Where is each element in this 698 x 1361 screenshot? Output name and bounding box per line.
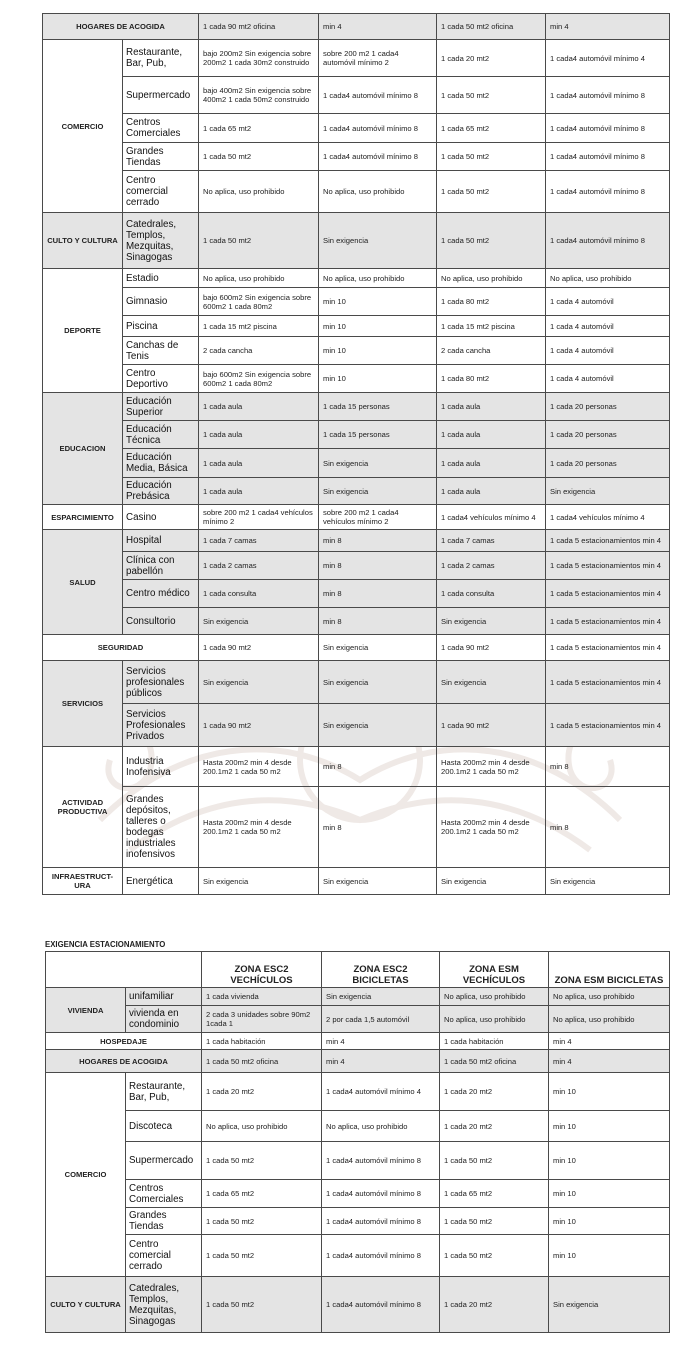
cell: min 10 (549, 1208, 670, 1235)
cell: 1 cada 50 mt2 (202, 1208, 322, 1235)
table-row (46, 1050, 670, 1073)
cell: 1 cada 20 mt2 (440, 1277, 549, 1333)
cell: min 10 (549, 1111, 670, 1142)
table-row (43, 316, 670, 337)
cell: Sin exigencia (546, 868, 670, 895)
category-label: EDUCACION (43, 393, 123, 505)
cell: No aplica, uso prohibido (546, 269, 670, 288)
cell: 1 cada 5 estacionamientos min 4 (546, 552, 670, 580)
cell: 1 cada 50 mt2 oficina (202, 1050, 322, 1073)
cell: min 10 (549, 1180, 670, 1208)
subcategory-label: unifamiliar (126, 988, 202, 1006)
cell: 1 cada aula (437, 478, 546, 505)
subcategory-label: Consultorio (123, 608, 199, 635)
subcategory-label: Grandes depósitos, talleres o bodegas industriales inofensivos (123, 787, 199, 868)
cell: 1 cada 50 mt2 (199, 143, 319, 171)
table-row (46, 1033, 670, 1050)
cell: 1 cada4 automóvil mínimo 8 (319, 143, 437, 171)
subcategory-label: Centro comercial cerrado (126, 1235, 202, 1277)
cell: 1 cada 80 mt2 (437, 365, 546, 393)
cell: min 8 (319, 580, 437, 608)
subcategory-label: Centro médico (123, 580, 199, 608)
cell: min 8 (546, 747, 670, 787)
cell: 1 cada 65 mt2 (202, 1180, 322, 1208)
subcategory-label: Discoteca (126, 1111, 202, 1142)
category-label: CULTO Y CULTURA (46, 1277, 126, 1333)
cell: Sin exigencia (319, 635, 437, 661)
table-row (43, 14, 670, 40)
table-row (43, 365, 670, 393)
table-row (43, 171, 670, 213)
cell: 1 cada 4 automóvil (546, 288, 670, 316)
table-row (43, 608, 670, 635)
table-row (43, 868, 670, 895)
table-row (43, 114, 670, 143)
cell: 1 cada aula (199, 449, 319, 478)
cell: 1 cada 65 mt2 (437, 114, 546, 143)
cell: 1 cada 90 mt2 (437, 635, 546, 661)
cell: 1 cada 20 personas (546, 421, 670, 449)
cell: 1 cada 20 mt2 (202, 1073, 322, 1111)
cell: min 10 (319, 288, 437, 316)
parking-requirements-table-1 (42, 13, 670, 895)
cell: 1 cada 50 mt2 oficina (440, 1050, 549, 1073)
column-header: ZONA ESM VECHÍCULOS (440, 952, 549, 988)
table-row (46, 1073, 670, 1111)
subcategory-label: Clínica con pabellón (123, 552, 199, 580)
cell: 1 cada 50 mt2 (202, 1277, 322, 1333)
cell: min 8 (319, 747, 437, 787)
subcategory-label: Catedrales, Templos, Mezquitas, Sinagogas (123, 213, 199, 269)
cell: 1 cada 2 camas (437, 552, 546, 580)
subcategory-label: Educación Media, Básica (123, 449, 199, 478)
cell: 1 cada 7 camas (437, 530, 546, 552)
cell: bajo 600m2 Sin exigencia sobre 600m2 1 cada 80m2 (199, 288, 319, 316)
subcategory-label: Catedrales, Templos, Mezquitas, Sinagogas (126, 1277, 202, 1333)
cell: Hasta 200m2 min 4 desde 200.1m2 1 cada 50 m2 (199, 747, 319, 787)
cell: 1 cada 7 camas (199, 530, 319, 552)
category-label: ACTIVIDAD PRODUCTIVA (43, 747, 123, 868)
cell: 1 cada 5 estacionamientos min 4 (546, 608, 670, 635)
cell: 1 cada 20 personas (546, 393, 670, 421)
cell: 1 cada aula (437, 449, 546, 478)
table-row (43, 478, 670, 505)
cell: min 8 (319, 552, 437, 580)
table-row (43, 40, 670, 77)
cell: 1 cada consulta (199, 580, 319, 608)
cell: No aplica, uso prohibido (319, 269, 437, 288)
cell: 1 cada 50 mt2 (440, 1142, 549, 1180)
cell: No aplica, uso prohibido (202, 1111, 322, 1142)
cell: 1 cada 15 mt2 piscina (437, 316, 546, 337)
table-row (43, 143, 670, 171)
cell: 1 cada 50 mt2 (202, 1235, 322, 1277)
cell: 1 cada4 automóvil mínimo 8 (322, 1235, 440, 1277)
category-label: INFRAESTRUCT- URA (43, 868, 123, 895)
cell: 1 cada 20 personas (546, 449, 670, 478)
category-label: SEGURIDAD (43, 635, 199, 661)
cell: bajo 600m2 Sin exigencia sobre 600m2 1 cada 80m2 (199, 365, 319, 393)
table-row (46, 1277, 670, 1333)
cell: 1 cada 2 camas (199, 552, 319, 580)
cell: No aplica, uso prohibido (199, 171, 319, 213)
cell: 1 cada4 automóvil mínimo 8 (322, 1142, 440, 1180)
cell: 1 cada 50 mt2 (440, 1208, 549, 1235)
cell: 1 cada habitación (202, 1033, 322, 1050)
category-label: SALUD (43, 530, 123, 635)
subcategory-label: Grandes Tiendas (126, 1208, 202, 1235)
table-row (43, 337, 670, 365)
cell: No aplica, uso prohibido (322, 1111, 440, 1142)
cell: min 8 (319, 787, 437, 868)
cell: 1 cada vivienda (202, 988, 322, 1006)
cell: No aplica, uso prohibido (440, 988, 549, 1006)
cell: Sin exigencia (437, 608, 546, 635)
cell: 1 cada 5 estacionamientos min 4 (546, 661, 670, 704)
cell: 1 cada 20 mt2 (440, 1111, 549, 1142)
cell: 1 cada4 automóvil mínimo 8 (322, 1208, 440, 1235)
table-row (43, 77, 670, 114)
cell: 1 cada 90 mt2 (437, 704, 546, 747)
cell: 1 cada 65 mt2 (199, 114, 319, 143)
table-caption: EXIGENCIA ESTACIONAMIENTO (45, 940, 166, 949)
cell: Sin exigencia (199, 868, 319, 895)
table-row (46, 988, 670, 1006)
subcategory-label: Centros Comerciales (126, 1180, 202, 1208)
cell: min 10 (549, 1142, 670, 1180)
cell: 2 cada cancha (199, 337, 319, 365)
parking-requirements-table-2 (45, 951, 670, 1333)
table-row (43, 393, 670, 421)
cell: No aplica, uso prohibido (549, 988, 670, 1006)
cell: sobre 200 m2 1 cada4 vehículos mínimo 2 (319, 505, 437, 530)
cell: 1 cada 4 automóvil (546, 316, 670, 337)
table-row (46, 1235, 670, 1277)
subcategory-label: Servicios profesionales públicos (123, 661, 199, 704)
cell: Sin exigencia (319, 449, 437, 478)
cell: min 8 (546, 787, 670, 868)
cell: 1 cada 80 mt2 (437, 288, 546, 316)
cell: min 10 (549, 1235, 670, 1277)
cell: 1 cada 50 mt2 (440, 1235, 549, 1277)
cell: 1 cada 50 mt2 (202, 1142, 322, 1180)
cell: 1 cada aula (437, 421, 546, 449)
subcategory-label: Grandes Tiendas (123, 143, 199, 171)
cell: Hasta 200m2 min 4 desde 200.1m2 1 cada 50 m2 (437, 787, 546, 868)
cell: 1 cada 50 mt2 (199, 213, 319, 269)
cell: Sin exigencia (437, 868, 546, 895)
header-row (46, 952, 670, 988)
cell: Hasta 200m2 min 4 desde 200.1m2 1 cada 50 m2 (437, 747, 546, 787)
table-row (46, 1006, 670, 1033)
subcategory-label: Restaurante, Bar, Pub, (123, 40, 199, 77)
cell: Sin exigencia (319, 478, 437, 505)
cell: No aplica, uso prohibido (319, 171, 437, 213)
cell: 1 cada4 automóvil mínimo 8 (546, 171, 670, 213)
category-label: ESPARCIMIENTO (43, 505, 123, 530)
table-row (43, 505, 670, 530)
cell: 1 cada 50 mt2 (437, 171, 546, 213)
cell: No aplica, uso prohibido (549, 1006, 670, 1033)
cell: 1 cada 4 automóvil (546, 365, 670, 393)
cell: 2 cada 3 unidades sobre 90m2 1cada 1 (202, 1006, 322, 1033)
cell: 1 cada 20 mt2 (440, 1073, 549, 1111)
cell: min 10 (319, 365, 437, 393)
subcategory-label: Hospital (123, 530, 199, 552)
cell: 1 cada 90 mt2 oficina (199, 14, 319, 40)
cell: 1 cada4 automóvil mínimo 8 (322, 1180, 440, 1208)
table-row (43, 288, 670, 316)
category-label: COMERCIO (46, 1073, 126, 1277)
cell: 1 cada aula (199, 393, 319, 421)
cell: 1 cada4 automóvil mínimo 8 (546, 114, 670, 143)
table-row (46, 1180, 670, 1208)
column-header: ZONA ESM BICICLETAS (549, 952, 670, 988)
cell: min 8 (319, 530, 437, 552)
cell: 1 cada4 automóvil mínimo 8 (319, 114, 437, 143)
subcategory-label: Centro comercial cerrado (123, 171, 199, 213)
table-row (43, 449, 670, 478)
cell: bajo 400m2 Sin exigencia sobre 400m2 1 cada 50m2 construido (199, 77, 319, 114)
subcategory-label: Educación Prebásica (123, 478, 199, 505)
cell: 1 cada4 vehículos mínimo 4 (437, 505, 546, 530)
table-row (43, 421, 670, 449)
cell: 1 cada4 automóvil mínimo 8 (546, 143, 670, 171)
cell: 2 cada cancha (437, 337, 546, 365)
table-row (43, 787, 670, 868)
cell: 1 cada aula (437, 393, 546, 421)
cell: min 4 (546, 14, 670, 40)
table-row (46, 1111, 670, 1142)
cell: 1 cada aula (199, 421, 319, 449)
category-label: SERVICIOS (43, 661, 123, 747)
category-label: HOGARES DE ACOGIDA (43, 14, 199, 40)
table-row (46, 1142, 670, 1180)
cell: min 4 (322, 1050, 440, 1073)
cell: 1 cada 20 mt2 (437, 40, 546, 77)
cell: 1 cada4 automóvil mínimo 8 (546, 77, 670, 114)
subcategory-label: Restaurante, Bar, Pub, (126, 1073, 202, 1111)
cell: 1 cada 15 personas (319, 393, 437, 421)
subcategory-label: Estadio (123, 269, 199, 288)
cell: Sin exigencia (319, 868, 437, 895)
cell: Sin exigencia (319, 661, 437, 704)
subcategory-label: Educación Técnica (123, 421, 199, 449)
category-label: HOGARES DE ACOGIDA (46, 1050, 202, 1073)
cell: Sin exigencia (437, 661, 546, 704)
cell: min 10 (319, 316, 437, 337)
table-row (46, 1208, 670, 1235)
category-label: CULTO Y CULTURA (43, 213, 123, 269)
cell: No aplica, uso prohibido (437, 269, 546, 288)
cell: 1 cada4 automóvil mínimo 8 (546, 213, 670, 269)
table-row (43, 704, 670, 747)
cell: No aplica, uso prohibido (440, 1006, 549, 1033)
cell: 1 cada 5 estacionamientos min 4 (546, 580, 670, 608)
cell: 1 cada habitación (440, 1033, 549, 1050)
cell: 1 cada 50 mt2 oficina (437, 14, 546, 40)
cell: 1 cada 5 estacionamientos min 4 (546, 530, 670, 552)
column-header: ZONA ESC2 VECHÍCULOS (202, 952, 322, 988)
cell: sobre 200 m2 1 cada4 automóvil mínimo 2 (319, 40, 437, 77)
cell: 1 cada 50 mt2 (437, 77, 546, 114)
subcategory-label: Energética (123, 868, 199, 895)
cell: min 4 (319, 14, 437, 40)
category-label: VIVIENDA (46, 988, 126, 1033)
cell: 1 cada 50 mt2 (437, 143, 546, 171)
cell: 1 cada aula (199, 478, 319, 505)
cell: min 8 (319, 608, 437, 635)
cell: Sin exigencia (199, 661, 319, 704)
subcategory-label: Centro Deportivo (123, 365, 199, 393)
cell: Sin exigencia (549, 1277, 670, 1333)
cell: 1 cada4 automóvil mínimo 4 (546, 40, 670, 77)
cell: sobre 200 m2 1 cada4 vehículos mínimo 2 (199, 505, 319, 530)
table-row (43, 269, 670, 288)
subcategory-label: Gimnasio (123, 288, 199, 316)
cell: 1 cada4 automóvil mínimo 8 (319, 77, 437, 114)
cell: Hasta 200m2 min 4 desde 200.1m2 1 cada 50 m2 (199, 787, 319, 868)
cell: Sin exigencia (546, 478, 670, 505)
cell: 1 cada4 automóvil mínimo 8 (322, 1277, 440, 1333)
cell: 1 cada consulta (437, 580, 546, 608)
cell: Sin exigencia (319, 213, 437, 269)
cell: Sin exigencia (199, 608, 319, 635)
cell: bajo 200m2 Sin exigencia sobre 200m2 1 cada 30m2 construido (199, 40, 319, 77)
cell: 1 cada4 vehículos mínimo 4 (546, 505, 670, 530)
subcategory-label: Educación Superior (123, 393, 199, 421)
subcategory-label: Supermercado (123, 77, 199, 114)
category-label: DEPORTE (43, 269, 123, 393)
cell: min 10 (549, 1073, 670, 1111)
cell: min 10 (319, 337, 437, 365)
cell: 1 cada 15 personas (319, 421, 437, 449)
subcategory-label: Piscina (123, 316, 199, 337)
table-row (43, 530, 670, 552)
cell: 1 cada 50 mt2 (437, 213, 546, 269)
table-row (43, 213, 670, 269)
subcategory-label: Casino (123, 505, 199, 530)
cell: 1 cada 5 estacionamientos min 4 (546, 704, 670, 747)
cell: min 4 (549, 1050, 670, 1073)
subcategory-label: Canchas de Tenis (123, 337, 199, 365)
subcategory-label: vivienda en condominio (126, 1006, 202, 1033)
column-header: ZONA ESC2 BICICLETAS (322, 952, 440, 988)
cell: 1 cada 15 mt2 piscina (199, 316, 319, 337)
table-row (43, 661, 670, 704)
category-label: HOSPEDAJE (46, 1033, 202, 1050)
category-label: COMERCIO (43, 40, 123, 213)
cell: min 4 (549, 1033, 670, 1050)
cell: min 4 (322, 1033, 440, 1050)
subcategory-label: Supermercado (126, 1142, 202, 1180)
cell: 1 cada 4 automóvil (546, 337, 670, 365)
subcategory-label: Servicios Profesionales Privados (123, 704, 199, 747)
cell: 1 cada 90 mt2 (199, 635, 319, 661)
table-row (43, 552, 670, 580)
cell: 1 cada 5 estacionamientos min 4 (546, 635, 670, 661)
cell: No aplica, uso prohibido (199, 269, 319, 288)
header-blank (46, 952, 202, 988)
subcategory-label: Centros Comerciales (123, 114, 199, 143)
cell: 2 por cada 1,5 automóvil (322, 1006, 440, 1033)
cell: Sin exigencia (319, 704, 437, 747)
table-row (43, 635, 670, 661)
cell: 1 cada4 automóvil mínimo 4 (322, 1073, 440, 1111)
cell: Sin exigencia (322, 988, 440, 1006)
cell: 1 cada 90 mt2 (199, 704, 319, 747)
subcategory-label: Industria Inofensiva (123, 747, 199, 787)
cell: 1 cada 65 mt2 (440, 1180, 549, 1208)
table-row (43, 747, 670, 787)
table-row (43, 580, 670, 608)
